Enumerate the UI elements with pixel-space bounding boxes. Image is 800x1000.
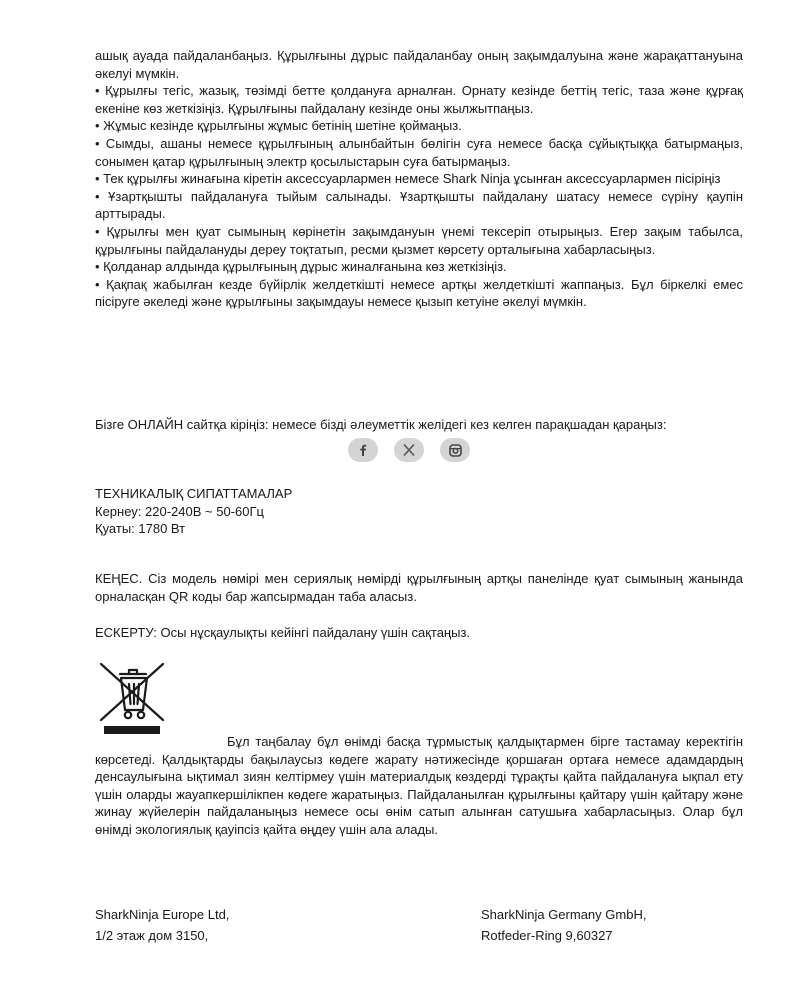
specs-heading: ТЕХНИКАЛЫҚ СИПАТТАМАЛАР (95, 486, 293, 501)
safety-paragraph: • Қолданар алдында құрылғының дұрыс жиналғанына көз жеткізіңіз. (95, 259, 507, 275)
voltage-spec: Кернеу: 220-240В ~ 50-60Гц (95, 503, 264, 519)
crossed-out-bin-icon (96, 660, 168, 740)
address-line: Rotfeder-Ring 9,60327 (481, 928, 613, 943)
safety-paragraph: • Құрылғы тегіс, жазық, төзімді бетте қолдануға арналған. Орнату кезінде беттің тегіс, таза және құрғақ екеніне көз жеткізіңіз. Құрылғыны пайдалану кезінде оны жылжытпаңыз. (95, 83, 743, 116)
online-visit-text: Бізге ОНЛАЙН сайтқа кіріңіз: немесе бізді әлеуметтік желідегі кез келген парақшадан қараңыз: (95, 417, 667, 432)
warning-text: ЕСКЕРТУ: Осы нұсқаулықты кейінгі пайдалану үшін сақтаңыз. (95, 625, 471, 640)
address-company: SharkNinja Germany GmbH, (481, 907, 647, 922)
address-germany (481, 904, 646, 946)
safety-paragraph: ашық ауада пайдаланбаңыз. Құрылғыны дұрыс пайдаланбау оның зақымдалуына және жарақаттануына әкелуі мүмкін. (95, 48, 743, 81)
safety-paragraph: • Ұзартқышты пайдалануға тыйым салынады. Ұзартқышты пайдалану шатасу немесе сүріну қаупін арттырады. (95, 188, 743, 222)
safety-paragraph: • Тек құрылғы жинағына кіретін аксессуарлармен немесе Shark Ninja ұсынған аксессуарлармен пісіріңіз (95, 171, 721, 187)
facebook-icon[interactable] (348, 438, 378, 462)
safety-paragraph: • Сымды, ашаны немесе құрылғының алынбайтын бөлігін суға немесе басқа сұйықтыққа батырмаңыз, сонымен қатар құрылғының электр қосылыстарын суға батырмаңыз. (95, 135, 743, 169)
address-europe (95, 904, 229, 946)
social-links (348, 438, 470, 462)
safety-instructions (95, 47, 743, 311)
instagram-icon[interactable] (440, 438, 470, 462)
advice-text: КЕҢЕС. Сіз модель нөмірі мен сериялық нөмірді құрылғының артқы панелінде қуат сымының жанында орналасқан QR коды бар жапсырмадан таба аласыз. (95, 571, 743, 604)
address-line: 1/2 этаж дом 3150, (95, 928, 209, 943)
disposal-text: Бұл таңбалау бұл өнімді басқа тұрмыстық қалдықтармен бірге тастамау керектігін көрсетеді. Қалдықтарды бақылаусыз көдеге жарату нәтижесінде қоршаған ортаға немесе адамдардың денсаулығына ықтимал зиян келтірмеу үшін материалдық көздерді тұрақты қайта пайдалануға ықпал ету үшін оларды жауапкершілікпен көдеге жаратыңыз. Пайдаланылған құрылғыны қайтару үшін қайтару және жинау жүйелерін пайдаланыңыз немесе осы өнім сатып алынған сатушыға хабарласыңыз. Олар бұл өнімді экологиялық қауіпсіз қайта өңдеу үшін ала алады. (95, 734, 743, 837)
safety-paragraph: • Қақпақ жабылған кезде бүйірлік желдеткішті немесе артқы желдеткішті жаппаңыз. Бұл біркелкі емес пісіруге әкеледі және құрылғыны зақымдауы немесе қызып кетуіне әкелуі мүмкін. (95, 276, 743, 310)
technical-specifications (95, 485, 292, 538)
safety-paragraph: • Құрылғы мен қуат сымының көрінетін зақымдануын үнемі тексеріп отырыңыз. Егер зақым табылса, құрылғыны пайдалануды дереу тоқтатып, ресми қызмет көрсету орталығына хабарласыңыз. (95, 223, 743, 257)
power-spec: Қуаты: 1780 Вт (95, 521, 186, 536)
address-company: SharkNinja Europe Ltd, (95, 907, 230, 922)
x-icon[interactable] (394, 438, 424, 462)
safety-paragraph: • Жұмыс кезінде құрылғыны жұмыс бетінің шетіне қоймаңыз. (95, 118, 462, 134)
